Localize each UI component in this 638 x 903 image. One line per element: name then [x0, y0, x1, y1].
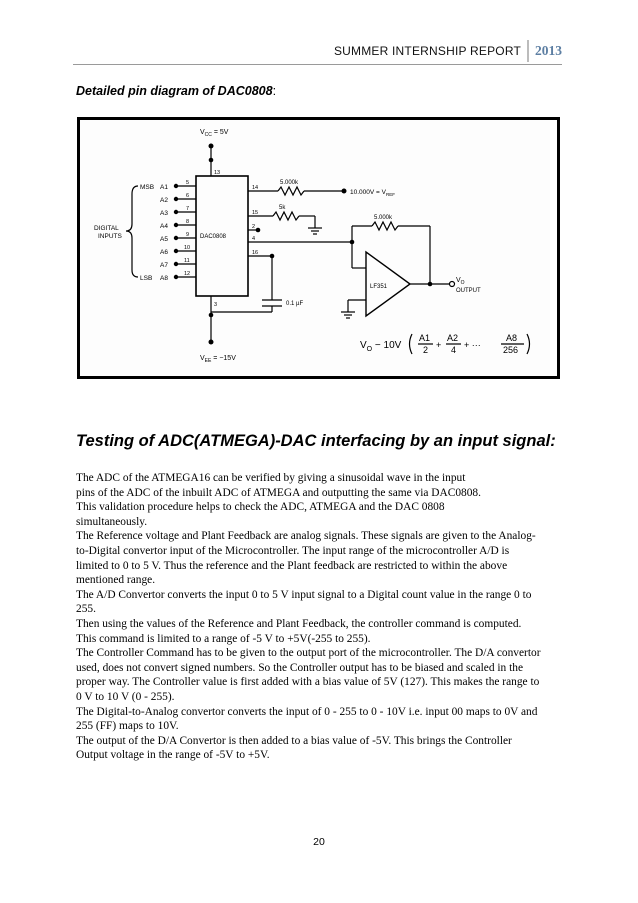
bit-a5: A5 — [160, 236, 168, 243]
header-year: 2013 — [535, 43, 562, 58]
body-line: mentioned range. — [76, 574, 156, 587]
bit-a3: A3 — [160, 210, 168, 217]
caption-text: Detailed pin diagram of DAC0808 — [76, 84, 273, 98]
body-line: Output voltage in the range of -5V to +5V. — [76, 749, 270, 762]
diagram-canvas — [80, 120, 557, 376]
pin-5: 5 — [186, 180, 190, 186]
formula-2: 2 — [423, 345, 429, 355]
body-line: The Controller Command has to be given to the output port of the microcontroller. The D/A convertor — [76, 647, 541, 660]
pin-3: 3 — [214, 302, 218, 308]
header-separator — [527, 40, 529, 62]
figure-caption — [76, 84, 276, 98]
dac0808-pin-diagram — [77, 117, 560, 379]
circuit-schematic — [80, 120, 557, 376]
pin-6: 6 — [186, 193, 190, 199]
body-line: Then using the values of the Reference and Plant Feedback, the controller command is computed. — [76, 617, 522, 630]
body-line: limited to 0 to 5 V. Thus the reference and the Plant feedback are restricted to within the above — [76, 559, 508, 572]
pin-16: 16 — [252, 250, 259, 256]
formula-plus: + — [436, 340, 442, 350]
resistor-r1-label: 5.000k — [280, 180, 299, 186]
lsb-label: LSB — [140, 275, 153, 282]
body-line: pins of the ADC of the inbuilt ADC of ATMEGA and outputting the same via DAC0808. — [76, 486, 481, 499]
body-line: proper way. The Controller value is first added with a bias value of 5V (127). This makes the range to — [76, 676, 540, 689]
digital-inputs-label-1: DIGITAL — [94, 225, 119, 232]
vcc-node — [209, 144, 214, 149]
body-line: This command is limited to a range of -5 V to +5V(-255 to 255). — [76, 632, 371, 645]
formula-a1: A1 — [419, 333, 431, 343]
formula-dots: + ··· — [464, 340, 481, 350]
output-label: OUTPUT — [456, 288, 481, 294]
bit-a7: A7 — [160, 262, 168, 269]
header-title: SUMMER INTERNSHIP REPORT — [333, 44, 521, 58]
resistor-r2-label: 5k — [279, 205, 286, 211]
body-line: The Reference voltage and Plant Feedback are analog signals. These signals are given to the Analog- — [76, 530, 536, 543]
body-line: The Digital-to-Analog convertor converts the input of 0 - 255 to 0 - 10V i.e. input 00 maps to 0V and — [76, 705, 538, 718]
pin-12: 12 — [184, 271, 191, 277]
section-title: Testing of ADC(ATMEGA)-DAC interfacing by an input signal: — [76, 432, 556, 450]
pin-13: 13 — [214, 170, 221, 176]
digital-inputs-label-2: INPUTS — [98, 233, 122, 240]
caption-colon: : — [272, 84, 277, 98]
opamp-label: LF351 — [370, 284, 388, 290]
body-line: 255. — [76, 603, 96, 616]
body-line: The ADC of the ATMEGA16 can be verified by giving a sinusoidal wave in the input — [76, 472, 466, 484]
body-line: The A/D Convertor converts the input 0 to 5 V input signal to a Digital count value in the range 0 to — [76, 588, 532, 601]
page-number: 20 — [313, 836, 325, 848]
vo-label: $V_O$ — [456, 277, 465, 286]
vcc-label: $V_{CC} = 5V$ — [200, 129, 229, 138]
pin-11: 11 — [184, 258, 190, 264]
vref-node — [342, 189, 347, 194]
header-rule — [73, 64, 562, 65]
formula-4: 4 — [451, 345, 457, 355]
pin-9: 9 — [186, 232, 190, 238]
pin-10: 10 — [184, 245, 191, 251]
formula-lhs: $V_O - 10V$ — [360, 340, 402, 353]
vref-label: $10.000V = V_{REF}$ — [350, 189, 395, 197]
body-line: The output of the D/A Convertor is then added to a bias value of -5V. This brings the Controller — [76, 734, 512, 747]
pin-7: 7 — [186, 206, 190, 212]
page-header — [334, 40, 562, 62]
bit-a1: A1 — [160, 184, 168, 191]
bit-a4: A4 — [160, 223, 168, 230]
formula-a2: A2 — [447, 333, 459, 343]
body-text — [76, 471, 568, 763]
pin-15: 15 — [252, 210, 259, 216]
body-line: 255 (FF) maps to 10V. — [76, 720, 179, 733]
pin-2: 2 — [252, 224, 256, 230]
capacitor-label: 0.1 µF — [286, 301, 304, 307]
resistor-r3-label: 5.000k — [374, 215, 393, 221]
pin-4: 4 — [252, 236, 256, 242]
formula-256: 256 — [503, 345, 519, 355]
pin-14: 14 — [252, 185, 259, 191]
body-line: 0 V to 10 V (0 - 255). — [76, 690, 175, 703]
bit-a2: A2 — [160, 197, 168, 204]
formula-a8: A8 — [506, 333, 518, 343]
bit-a6: A6 — [160, 249, 168, 256]
bit-a8: A8 — [160, 275, 168, 282]
vee-label: $V_{EE} = -15V$ — [200, 355, 236, 364]
pin-8: 8 — [186, 219, 190, 225]
body-line: This validation procedure helps to check the ADC, ATMEGA and the DAC 0808 — [76, 501, 445, 514]
body-line: used, does not convert signed numbers. So the Controller output has to be biased and scaled in the — [76, 661, 523, 674]
body-line: simultaneously. — [76, 515, 148, 528]
chip-label: DAC0808 — [200, 234, 227, 240]
vee-node — [209, 340, 214, 345]
body-line: to-Digital convertor input of the Microcontroller. The input range of the microcontroller A/D is — [76, 544, 510, 557]
msb-label: MSB — [140, 184, 155, 191]
